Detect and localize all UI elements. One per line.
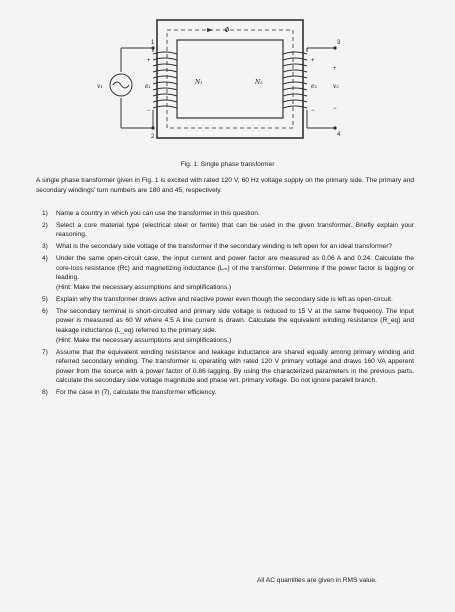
question-hint: (Hint: Make the necessary assumptions and simplifications.)	[56, 336, 232, 344]
question-item	[36, 209, 414, 219]
flux-path	[167, 30, 293, 128]
v1-label: v₁	[97, 83, 103, 90]
question-item	[36, 348, 414, 386]
question-text: What is the secondary side voltage of the transformer if the secondary winding is left open for an ideal transformer?	[56, 243, 393, 251]
question-text: Under the same open-circuit case, the input current and power factor are measured as 0.06 A and 0.24. Calculate the core-loss resistance (Rᴄ) and magnetizing inductance (Lₘ) of the transformer. Determine if the power factor is lagging or leading.	[56, 255, 414, 282]
intro-paragraph: A single phase transformer given in Fig. 1 is excited with rated 120 V, 60 Hz voltage supply on the primary side. The primary and secondary windings' turn numbers are 180 and 45, respectively.	[36, 177, 414, 194]
question-text: The secondary terminal is short-circuited and primary side voltage is reduced to 15 V at the same frequency. The input power is measured as 60 W where 4.5 A line current is drawn. Calculate the equivalent winding resistance (R_eq) and leakage inductance (L_eq) referred to the primary side.	[56, 307, 414, 335]
output-minus: −	[333, 106, 337, 112]
question-item	[36, 307, 414, 345]
question-item	[36, 254, 414, 292]
question-number: 1)	[42, 210, 48, 217]
question-item	[36, 242, 414, 252]
e2-label: e₂	[311, 83, 317, 90]
footer-note: All AC quantities are given in RMS value.	[257, 577, 377, 584]
figure-caption: Fig. 1: Single phase transformer	[180, 161, 275, 168]
question-number: 8)	[42, 389, 48, 397]
terminal-4-dot	[333, 126, 336, 129]
terminal-1-label: 1	[151, 40, 155, 46]
transformer-diagram	[95, 18, 365, 163]
question-number: 3)	[42, 243, 48, 251]
question-item	[36, 221, 414, 240]
core-inner	[177, 40, 283, 118]
terminal-2-dot	[151, 126, 154, 129]
e1-label: e₁	[145, 83, 151, 90]
question-number: 7)	[42, 348, 48, 356]
terminal-4-label: 4	[337, 132, 341, 138]
sine-icon	[113, 82, 129, 88]
transformer-figure	[95, 18, 365, 163]
terminal-1-dot	[151, 46, 154, 49]
secondary-turns-label: N₂	[255, 79, 263, 86]
question-text: For the case in (7), calculate the transformer efficiency.	[56, 389, 217, 397]
primary-plus: +	[147, 58, 151, 64]
question-text: Assume that the equivalent winding resistance and leakage inductance are shared equally among primary winding and referred secondary winding. The transformer is operating with rated 120 V primary voltage and draws 160 VA apperent power from the source with a power factor of 0.86 lagging. By using the characterized parameters in the previous parts, calculate the secondary side voltage magnitude and phase wrt. primary voltage. Do not ignore paralell branch.	[56, 348, 414, 385]
primary-minus: −	[147, 108, 151, 114]
core-outer	[157, 20, 303, 138]
question-number: 5)	[42, 295, 48, 303]
question-text: Name a country in which you can use the transformer in this question.	[56, 210, 260, 217]
question-text: Select a core material type (electrical steel or ferrite) that can be used in the given transformer. Briefly explain your reasoning.	[56, 221, 414, 239]
terminal-3-dot	[333, 46, 336, 49]
flux-arrow-icon	[207, 28, 213, 32]
question-number: 6)	[42, 307, 48, 315]
output-plus: +	[333, 66, 337, 72]
primary-turns-label: N₁	[195, 79, 203, 86]
secondary-plus: +	[311, 58, 315, 64]
question-item	[36, 388, 414, 398]
question-item	[36, 295, 414, 305]
phi-label: Φ	[224, 27, 230, 34]
terminal-3-label: 3	[337, 40, 341, 46]
v2-label: v₂	[333, 83, 339, 90]
question-text: Explain why the transformer draws active and reactive power even though the secondary side is left as open-circuit.	[56, 295, 393, 303]
terminal-2-label: 2	[151, 134, 155, 140]
question-hint: (Hint: Make the necessary assumptions and simplifications.)	[56, 284, 232, 292]
question-number: 2)	[42, 221, 48, 229]
question-list	[36, 209, 414, 400]
question-number: 4)	[42, 255, 48, 263]
secondary-minus: −	[311, 108, 315, 114]
